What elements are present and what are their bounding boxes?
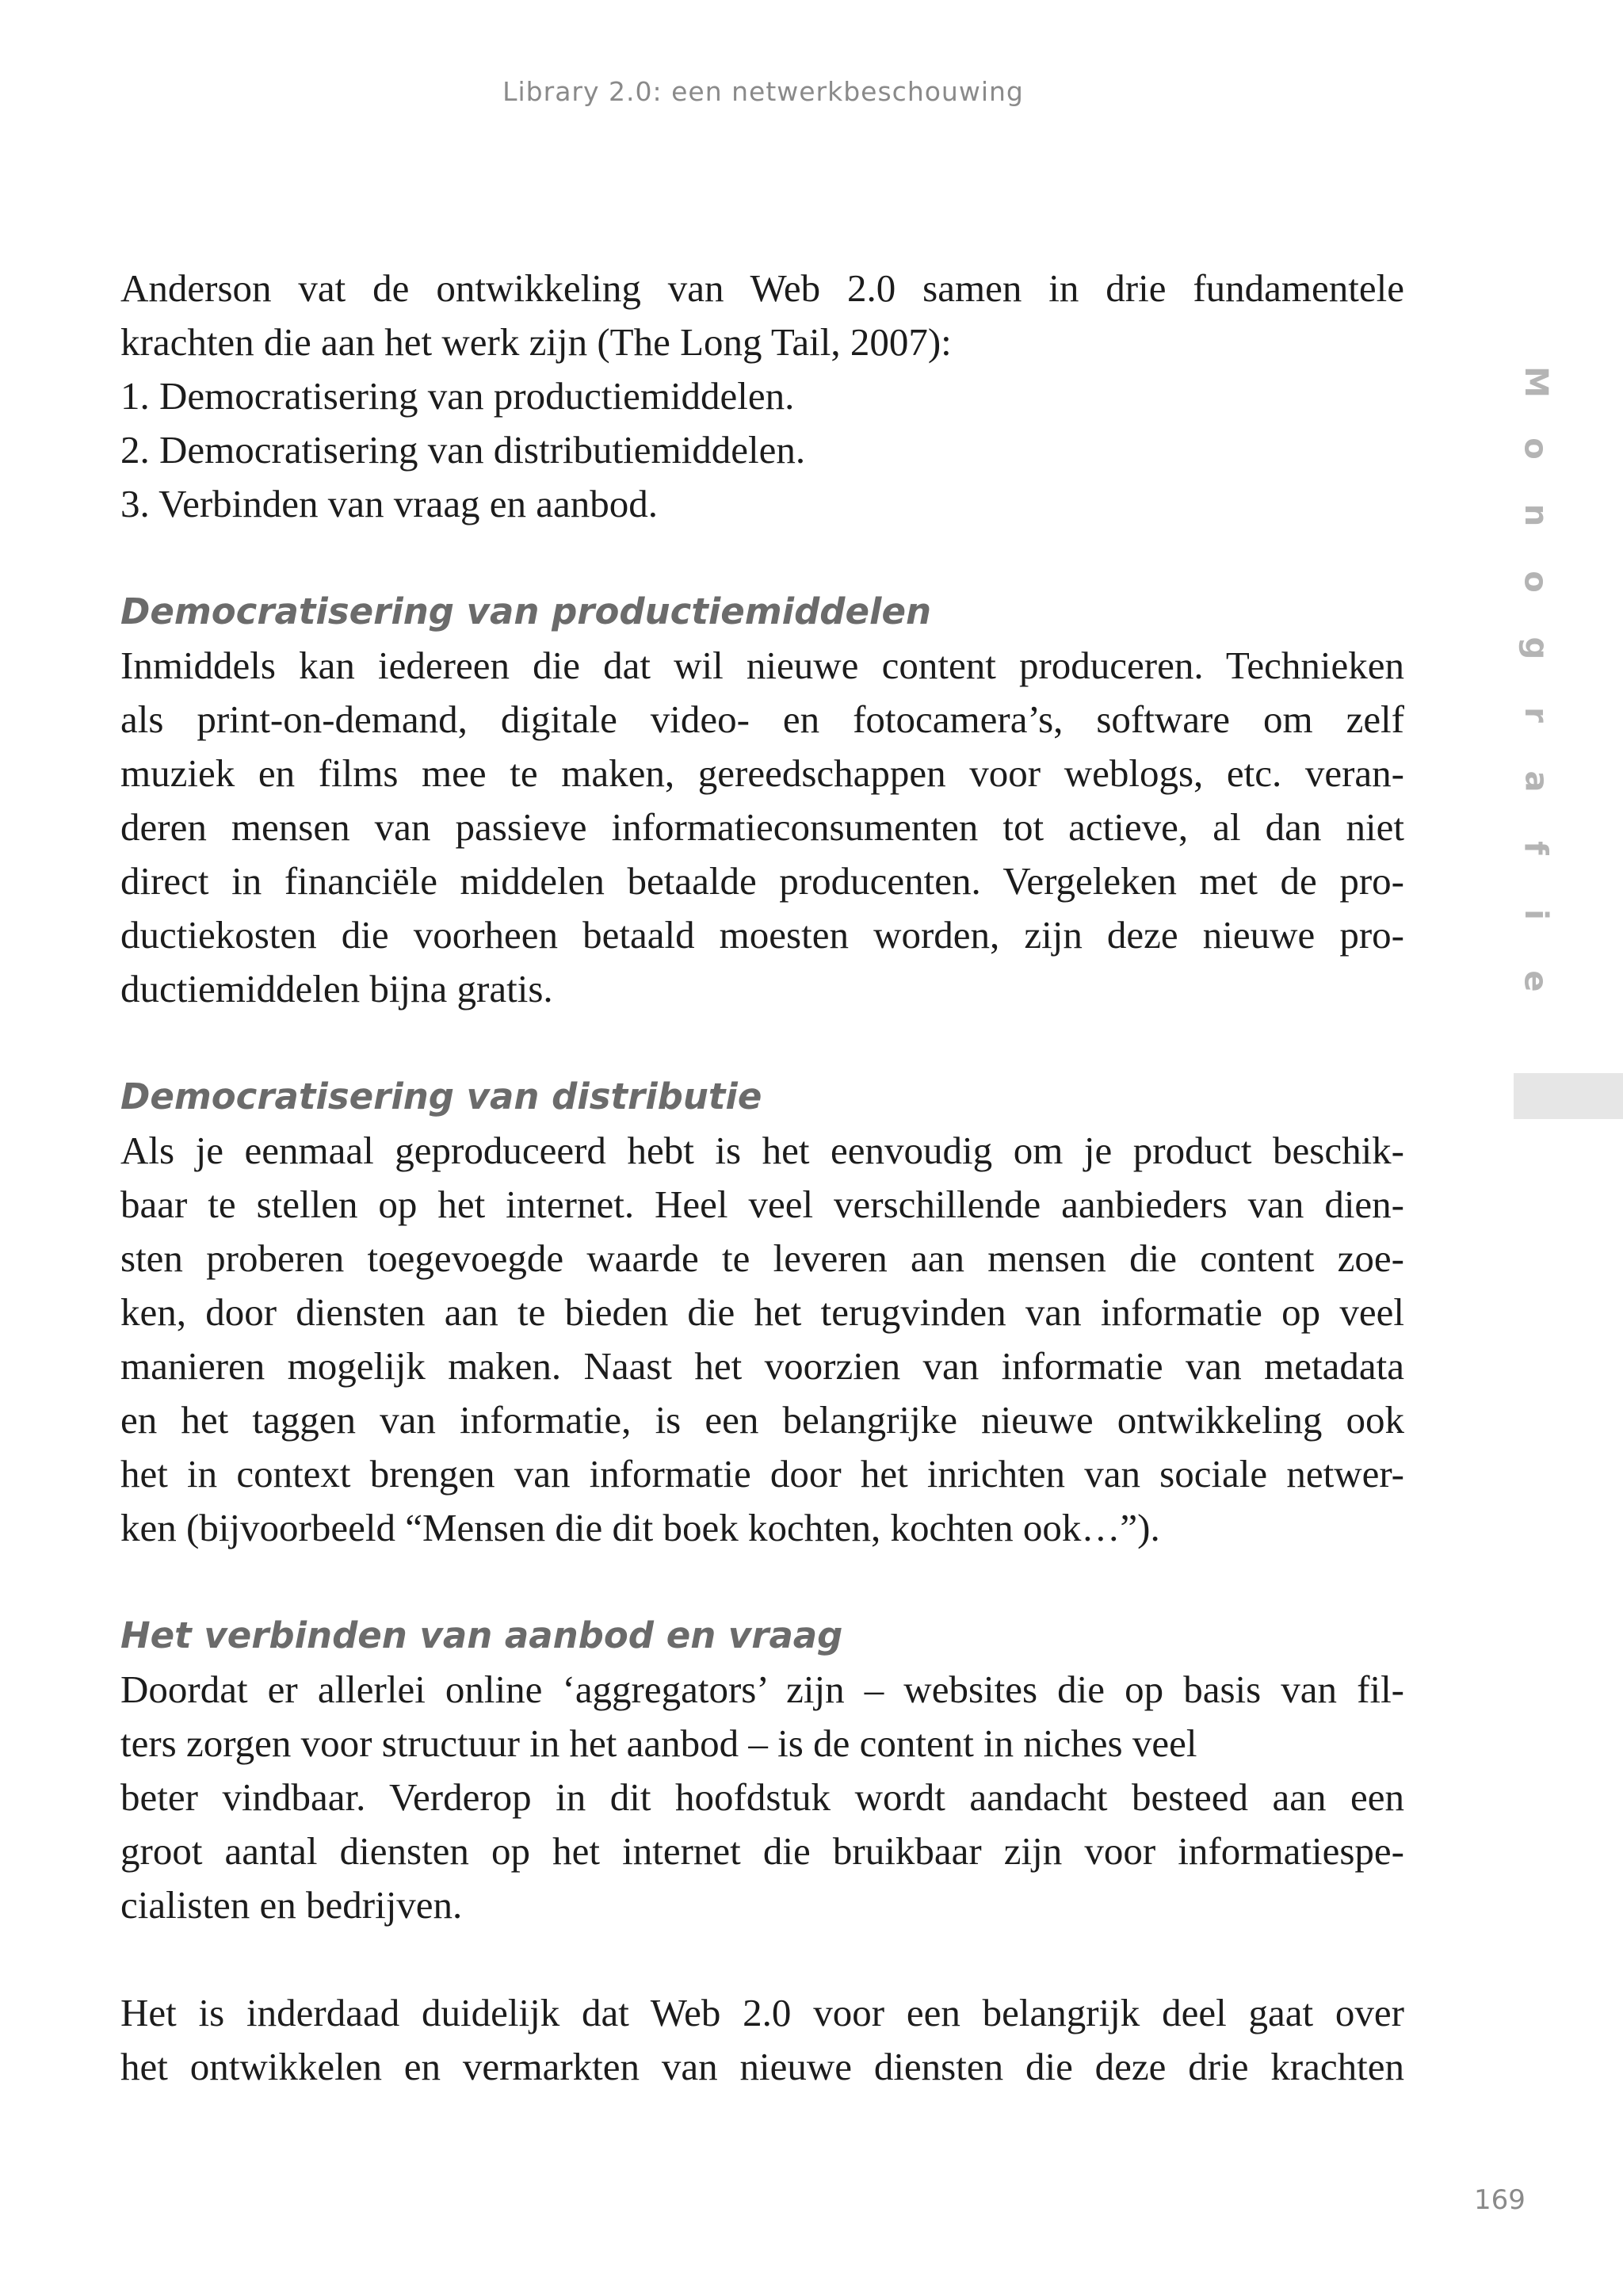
side-tab-letter: o	[1517, 571, 1554, 593]
text-line: Als je eenmaal geproduceerd hebt is het eenvoudig om je product beschik-	[120, 1129, 1404, 1172]
side-tab-letter: a	[1518, 770, 1554, 793]
side-tab-letter: r	[1517, 707, 1554, 723]
text-line: ductiekosten die voorheen betaald moesten worden, zijn deze nieuwe pro-	[120, 913, 1404, 957]
running-header: Library 2.0: een netwerkbeschouwing	[502, 76, 1024, 107]
text-line: Doordat er allerlei online ‘aggregators’ zijn – websites die op basis van fil-	[120, 1668, 1404, 1711]
page-body	[120, 262, 1404, 2094]
text-line: beter vindbaar. Verderop in dit hoofdstuk wordt aandacht besteed aan een	[120, 1775, 1404, 1819]
text-line: sten proberen toegevoegde waarde te leveren aan mensen die content zoe-	[120, 1236, 1404, 1280]
section-heading: Democratisering van productiemiddelen	[120, 590, 932, 632]
side-tab-letter: i	[1518, 909, 1554, 920]
list-item: 3. Verbinden van vraag en aanbod.	[120, 482, 659, 525]
text-line: Anderson vat de ontwikkeling van Web 2.0 samen in drie fundamentele	[120, 266, 1404, 310]
text-line: direct in financiële middelen betaalde producenten. Vergeleken met de pro-	[120, 859, 1404, 903]
paragraph-gap	[120, 1555, 1404, 1609]
text-line: manieren mogelijk maken. Naast het voorzien van informatie van metadata	[120, 1344, 1404, 1388]
paragraph-gap	[120, 1016, 1404, 1070]
text-line: het in context brengen van informatie door het inrichten van sociale netwer-	[120, 1452, 1404, 1496]
side-tab-letter: o	[1517, 437, 1554, 460]
section-paragraph	[120, 639, 1404, 1016]
text-line: ductiemiddelen bijna gratis.	[120, 967, 553, 1010]
section-heading: Democratisering van distributie	[120, 1075, 762, 1117]
text-line: baar te stellen op het internet. Heel veel verschillende aanbieders van dien-	[120, 1182, 1404, 1226]
list-item: 1. Democratisering van productiemiddelen.	[120, 374, 795, 418]
text-line: deren mensen van passieve informatieconsumenten tot actieve, al dan niet	[120, 805, 1404, 849]
side-tab-letter: g	[1517, 636, 1554, 660]
text-line: ters zorgen voor structuur in het aanbod – is de content in niches veel	[120, 1721, 1197, 1765]
intro-paragraph	[120, 262, 1404, 531]
side-tab-monografie	[1514, 349, 1558, 1014]
paragraph-gap	[120, 531, 1404, 585]
text-line: als print-on-demand, digitale video- en fotocamera’s, software om zelf	[120, 697, 1404, 741]
closing-paragraph	[120, 1986, 1404, 2094]
side-tab-marker	[1514, 1073, 1623, 1119]
text-line: Inmiddels kan iedereen die dat wil nieuwe content produceren. Technieken	[120, 644, 1404, 687]
text-line: krachten die aan het werk zijn (The Long Tail, 2007):	[120, 320, 952, 364]
text-line: muziek en films mee te maken, gereedschappen voor weblogs, etc. veran-	[120, 751, 1404, 795]
paragraph-gap	[120, 1932, 1404, 1986]
text-line: ken (bijvoorbeeld “Mensen die dit boek kochten, kochten ook…”).	[120, 1506, 1160, 1549]
text-line: ken, door diensten aan te bieden die het terugvinden van informatie op veel	[120, 1290, 1404, 1334]
text-line: het ontwikkelen en vermarkten van nieuwe diensten die deze drie krachten	[120, 2045, 1404, 2088]
text-line: groot aantal diensten op het internet die bruikbaar zijn voor informatiespe-	[120, 1829, 1404, 1873]
side-tab-letter: f	[1518, 841, 1554, 855]
side-tab-letter: n	[1517, 503, 1554, 527]
text-line: Het is inderdaad duidelijk dat Web 2.0 voor een belangrijk deel gaat over	[120, 1991, 1404, 2034]
section-paragraph	[120, 1124, 1404, 1555]
text-line: en het taggen van informatie, is een belangrijke nieuwe ontwikkeling ook	[120, 1398, 1404, 1442]
page-number: 169	[1474, 2184, 1526, 2216]
list-item: 2. Democratisering van distributiemiddelen.	[120, 428, 806, 472]
side-tab-letter: M	[1518, 366, 1554, 398]
section-heading: Het verbinden van aanbod en vraag	[120, 1614, 843, 1656]
text-line: cialisten en bedrijven.	[120, 1883, 463, 1927]
side-tab-letter: e	[1517, 970, 1554, 992]
section-paragraph	[120, 1663, 1404, 1932]
